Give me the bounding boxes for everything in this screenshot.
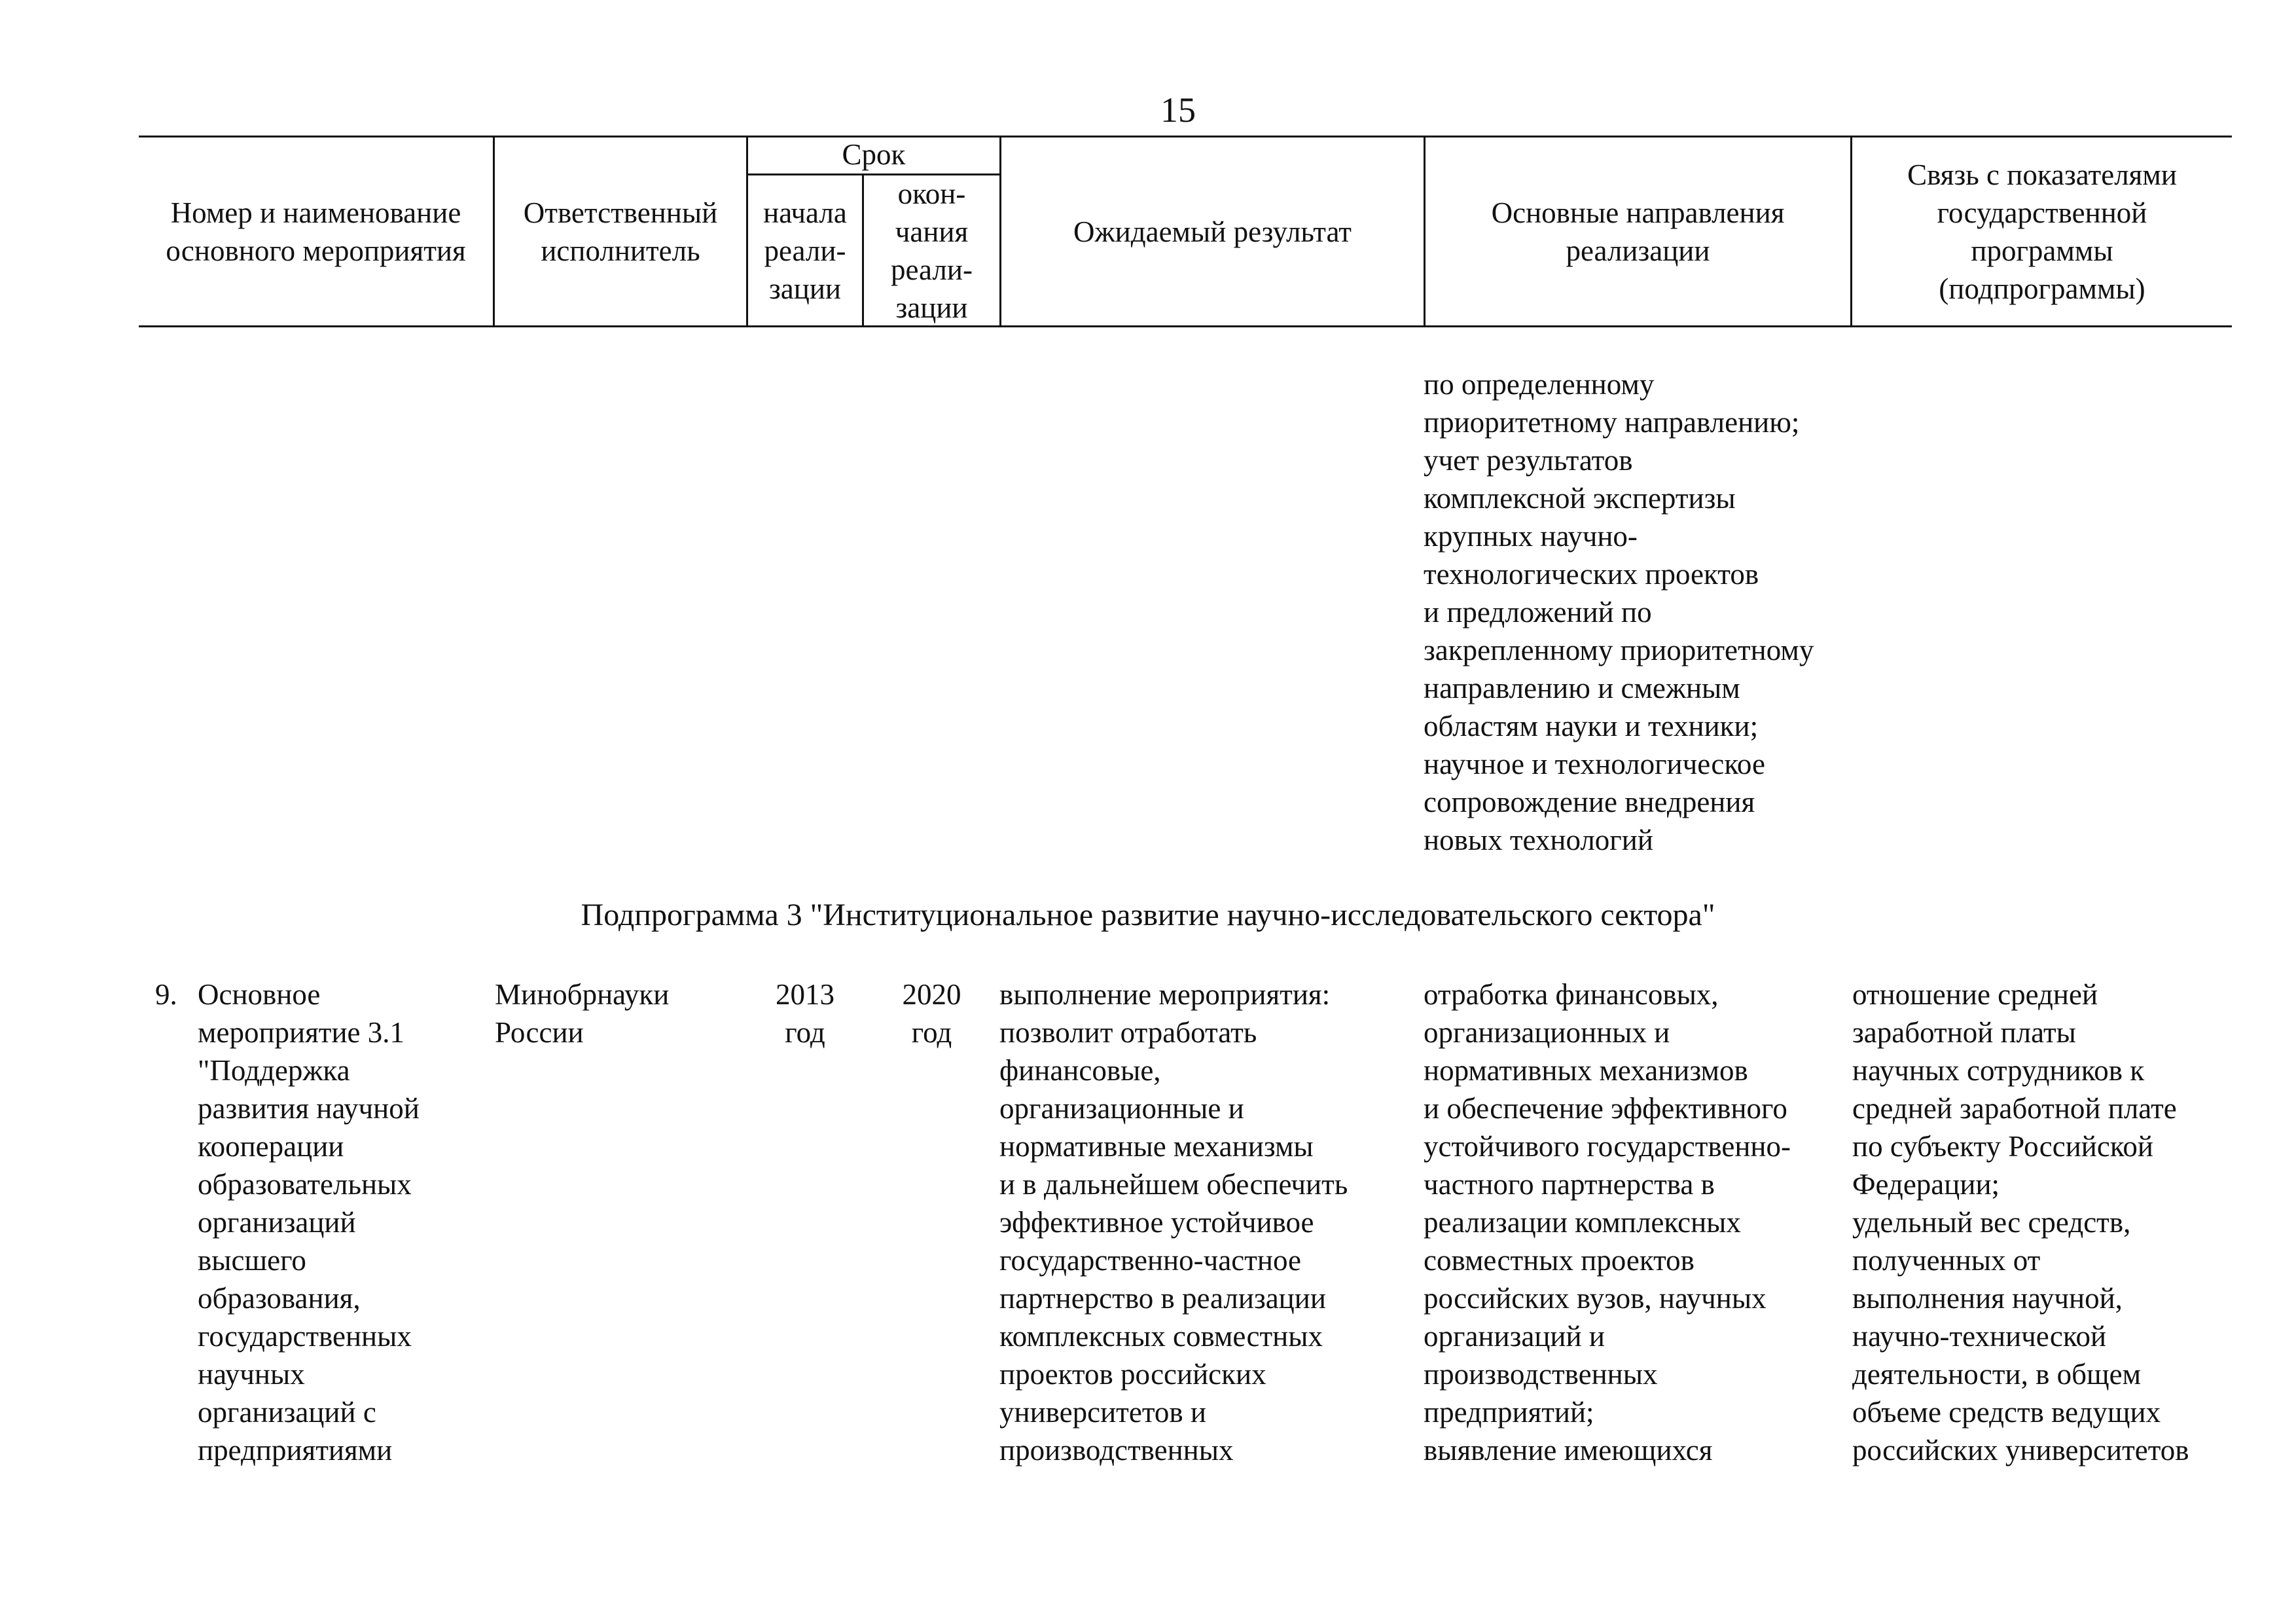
text-line: университетов и <box>999 1396 1206 1429</box>
text-line: реализации комплексных <box>1424 1206 1741 1239</box>
header-end-line: реали- <box>891 253 973 286</box>
text-line: отработка финансовых, <box>1424 978 1719 1011</box>
text-line: крупных научно- <box>1424 520 1638 553</box>
text-line: "Поддержка <box>198 1054 350 1087</box>
row9-directions <box>1424 976 1850 1469</box>
text-line: производственных <box>999 1434 1234 1467</box>
text-line: полученных от <box>1852 1244 2041 1277</box>
header-start-line: зации <box>769 272 841 305</box>
text-line: научное и технологическое <box>1424 748 1765 780</box>
header-indicators-line: (подпрограммы) <box>1939 272 2145 305</box>
text-line: удельный вес средств, <box>1852 1206 2131 1239</box>
text-line: по субъекту Российской <box>1852 1130 2153 1163</box>
row9-number: 9. <box>155 978 177 1011</box>
header-executor-line: исполнитель <box>541 234 700 267</box>
text-line: 2020 <box>902 978 961 1011</box>
text-line: деятельности, в общем <box>1852 1358 2142 1391</box>
header-executor-line: Ответственный <box>523 196 718 229</box>
text-line: областям науки и техники; <box>1424 710 1759 742</box>
header-end-line: окон- <box>897 177 966 210</box>
text-line: организаций и <box>1424 1320 1605 1353</box>
header-indicators-line: государственной <box>1937 196 2147 229</box>
text-line: научных сотрудников к <box>1852 1054 2145 1087</box>
row9-indicators <box>1852 976 2245 1469</box>
text-line: организационные и <box>999 1092 1244 1125</box>
text-line: России <box>495 1016 584 1049</box>
row9-result <box>999 976 1422 1469</box>
text-line: и обеспечение эффективного <box>1424 1092 1787 1125</box>
text-line: организаций <box>198 1206 356 1239</box>
header-directions-line: реализации <box>1566 234 1710 267</box>
text-line: высшего <box>198 1244 306 1277</box>
text-line: комплексных совместных <box>999 1320 1323 1353</box>
row9-start <box>748 976 862 1051</box>
header-indicators-line: Связь с показателями <box>1907 158 2177 191</box>
table-header-bottom-border <box>139 325 2232 327</box>
text-line: учет результатов <box>1424 444 1633 477</box>
row9-end <box>864 976 999 1051</box>
text-line: год <box>911 1016 952 1049</box>
text-line: предприятий; <box>1424 1396 1594 1429</box>
text-line: средней заработной плате <box>1852 1092 2177 1125</box>
page-number: 15 <box>1160 90 1196 130</box>
header-name-cell <box>139 137 493 325</box>
text-line: Основное <box>198 978 321 1011</box>
text-line: научных <box>198 1358 305 1391</box>
text-line: частного партнерства в <box>1424 1168 1715 1201</box>
header-name-line: основного мероприятия <box>166 234 466 267</box>
text-line: и в дальнейшем обеспечить <box>999 1168 1348 1201</box>
text-line: приоритетному направлению; <box>1424 406 1800 439</box>
text-line: эффективное устойчивое <box>999 1206 1314 1239</box>
header-directions-cell <box>1426 137 1850 325</box>
text-line: выявление имеющихся <box>1424 1434 1713 1467</box>
text-line: мероприятие 3.1 <box>198 1016 405 1049</box>
text-line: предприятиями <box>198 1434 393 1467</box>
text-line: нормативные механизмы <box>999 1130 1314 1163</box>
text-line: Минобрнауки <box>495 978 670 1011</box>
row9-executor <box>495 976 744 1051</box>
text-line: выполнения научной, <box>1852 1282 2123 1315</box>
text-line: закрепленному приоритетному <box>1424 634 1814 666</box>
continuation-directions <box>1424 365 1850 859</box>
text-line: устойчивого государственно- <box>1424 1130 1791 1163</box>
text-line: производственных <box>1424 1358 1658 1391</box>
text-line: проектов российских <box>999 1358 1266 1391</box>
header-indicators-cell <box>1852 137 2232 325</box>
text-line: финансовые, <box>999 1054 1161 1087</box>
text-line: российских вузов, научных <box>1424 1282 1767 1315</box>
header-start-line: реали- <box>764 234 846 267</box>
header-start-cell <box>748 175 862 325</box>
text-line: отношение средней <box>1852 978 2098 1011</box>
text-line: государственно-частное <box>999 1244 1301 1277</box>
text-line: сопровождение внедрения <box>1424 786 1755 818</box>
row9-name <box>198 976 486 1469</box>
text-line: нормативных механизмов <box>1424 1054 1748 1087</box>
header-executor-cell <box>495 137 746 325</box>
header-end-line: чания <box>895 215 969 248</box>
text-line: комплексной экспертизы <box>1424 482 1736 515</box>
text-line: государственных <box>198 1320 412 1353</box>
text-line: позволит отработать <box>999 1016 1257 1049</box>
header-srok-cell <box>748 136 999 173</box>
text-line: 2013 <box>776 978 834 1011</box>
text-line: организаций с <box>198 1396 376 1429</box>
header-directions-line: Основные направления <box>1491 196 1785 229</box>
text-line: технологических проектов <box>1424 558 1759 591</box>
text-line: образования, <box>198 1282 361 1315</box>
text-line: направлению и смежным <box>1424 672 1740 704</box>
header-end-line: зации <box>895 291 968 324</box>
header-result-cell <box>1001 137 1424 325</box>
text-line: кооперации <box>198 1130 344 1163</box>
text-line: партнерство в реализации <box>999 1282 1326 1315</box>
header-result-line: Ожидаемый результат <box>1073 215 1352 248</box>
text-line: заработной платы <box>1852 1016 2076 1049</box>
header-end-cell <box>864 175 999 325</box>
text-line: и предложений по <box>1424 596 1652 629</box>
text-line: по определенному <box>1424 368 1655 401</box>
text-line: объеме средств ведущих <box>1852 1396 2161 1429</box>
header-start-line: начала <box>763 196 847 229</box>
text-line: новых технологий <box>1424 824 1653 856</box>
text-line: научно-технической <box>1852 1320 2107 1353</box>
header-name-line: Номер и наименование <box>170 196 461 229</box>
text-line: совместных проектов <box>1424 1244 1695 1277</box>
subprogram-title: Подпрограмма 3 "Институциональное развитие научно-исследовательского сектора" <box>581 898 1715 932</box>
text-line: организационных и <box>1424 1016 1670 1049</box>
header-indicators-line: программы <box>1971 234 2113 267</box>
text-line: Федерации; <box>1852 1168 2000 1201</box>
header-srok: Срок <box>842 138 906 171</box>
text-line: выполнение мероприятия: <box>999 978 1331 1011</box>
text-line: развития научной <box>198 1092 420 1125</box>
text-line: год <box>785 1016 825 1049</box>
text-line: российских университетов <box>1852 1434 2189 1467</box>
text-line: образовательных <box>198 1168 412 1201</box>
